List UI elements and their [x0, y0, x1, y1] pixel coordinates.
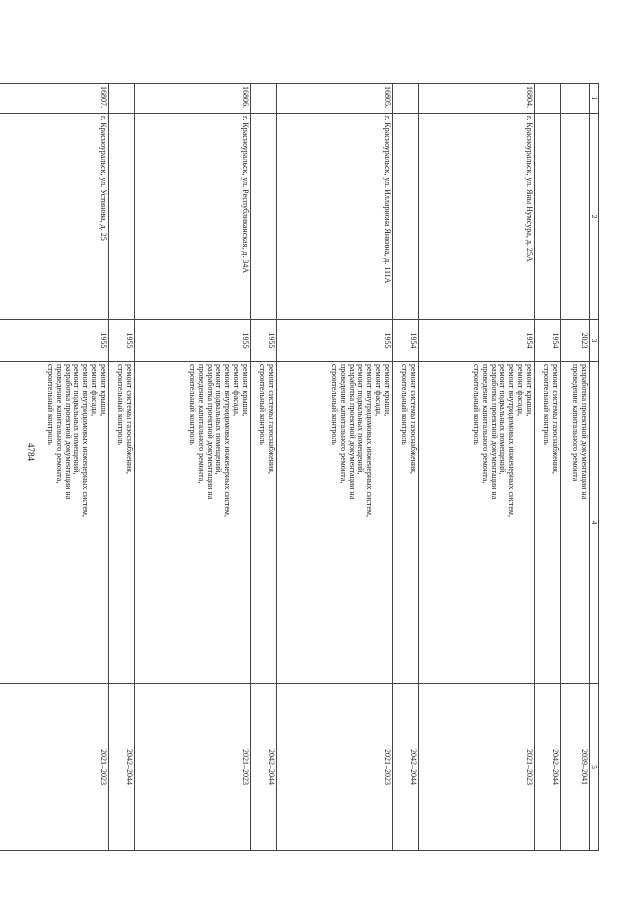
work-item: строительный контроль — [257, 364, 267, 445]
year-cell: 1954 — [534, 320, 560, 362]
work-item: ремонт подвальных помещений, — [498, 364, 508, 475]
period-cell: 2042–2044 — [108, 684, 134, 851]
work-item: ремонт внутридомовых инженерных систем, — [365, 364, 375, 517]
works-cell — [560, 362, 589, 684]
work-item: проведение капитального ремонта, — [196, 364, 206, 484]
period-cell: 2042–2044 — [250, 684, 276, 851]
work-item: ремонт фасада, — [373, 364, 383, 416]
header-cell: 1 — [589, 84, 598, 114]
year-cell: 1955 — [0, 320, 108, 362]
work-item: разработка проектной документации на — [205, 364, 215, 500]
header-cell: 4 — [589, 362, 598, 684]
period-cell: 2039–2041 — [560, 684, 589, 851]
works-cell — [276, 362, 392, 684]
work-item: разработка проектной документации на — [63, 364, 73, 500]
work-item: строительный контроль — [399, 364, 409, 445]
table-header-row — [589, 84, 598, 851]
period-cell: 2042–2044 — [534, 684, 560, 851]
period-cell: 2021–2023 — [276, 684, 392, 851]
row-number-cell: 16806. — [134, 84, 250, 114]
year-cell: 1955 — [134, 320, 250, 362]
row-number-cell — [560, 84, 589, 114]
works-cell — [134, 362, 250, 684]
address-cell: г. Красноуральск, ул. Республиканская, д. 34А — [134, 114, 250, 320]
address-cell — [560, 114, 589, 320]
period-cell: 2042–2044 — [392, 684, 418, 851]
address-cell — [108, 114, 134, 320]
work-item: строительный контроль — [471, 364, 481, 445]
work-item: ремонт крыши, — [240, 364, 250, 417]
work-item: ремонт системы газоснабжения, — [550, 364, 560, 474]
work-item: ремонт крыши, — [382, 364, 392, 417]
table-row — [392, 84, 418, 851]
table-row — [108, 84, 134, 851]
page-number-text: 4784 — [26, 443, 36, 461]
year-cell: 1954 — [418, 320, 534, 362]
works-cell — [0, 362, 108, 684]
work-item: ремонт крыши, — [98, 364, 108, 417]
year-cell: 2023 — [560, 320, 589, 362]
year-cell: 1954 — [392, 320, 418, 362]
works-cell — [108, 362, 134, 684]
address-cell — [250, 114, 276, 320]
year-cell: 1955 — [276, 320, 392, 362]
work-item: ремонт системы газоснабжения, — [408, 364, 418, 474]
work-item: разработка проектной документации на — [579, 364, 589, 500]
address-cell: г. Красноуральск, ул. Яны Нумсура, д. 25А — [418, 114, 534, 320]
work-item: ремонт системы газоснабжения, — [266, 364, 276, 474]
table-row — [276, 84, 392, 851]
work-item: строительный контроль — [329, 364, 339, 445]
row-number-cell: 16805. — [276, 84, 392, 114]
work-item: ремонт подвальных помещений, — [214, 364, 224, 475]
work-item: строительный контроль — [187, 364, 197, 445]
row-number-cell: 16804. — [418, 84, 534, 114]
header-cell: 3 — [589, 320, 598, 362]
work-item: проведение капитального ремонта, — [338, 364, 348, 484]
period-cell: 2021–2023 — [418, 684, 534, 851]
address-cell — [534, 114, 560, 320]
rotated-table-sheet — [45, 83, 599, 850]
address-cell — [392, 114, 418, 320]
works-cell — [534, 362, 560, 684]
address-cell: г. Красноуральск, ул. Илларионa Янкина, д. 111А — [276, 114, 392, 320]
work-item: ремонт фасада, — [515, 364, 525, 416]
year-cell: 1955 — [108, 320, 134, 362]
work-item: ремонт системы газоснабжения, — [124, 364, 134, 474]
work-item: проведение капитального ремонта, — [54, 364, 64, 484]
period-cell: 2021–2023 — [134, 684, 250, 851]
row-number-cell — [392, 84, 418, 114]
work-item: строительный контроль — [115, 364, 125, 445]
work-item: ремонт внутридомовых инженерных систем, — [507, 364, 517, 517]
address-cell: г. Красноуральск, ул. Устинова, д. 25 — [0, 114, 108, 320]
table-row — [250, 84, 276, 851]
table-row — [560, 84, 589, 851]
work-item: проведение капитального ремонта, — [480, 364, 490, 484]
table-rotation-frame — [45, 83, 599, 850]
row-number-cell — [250, 84, 276, 114]
work-item: разработка проектной документации на — [347, 364, 357, 500]
work-item: ремонт подвальных помещений, — [72, 364, 82, 475]
work-item: строительный контроль — [45, 364, 55, 445]
work-item: ремонт внутридомовых инженерных систем, — [223, 364, 233, 517]
table-row — [0, 84, 108, 851]
work-item: ремонт подвальных помещений, — [356, 364, 366, 475]
works-cell — [392, 362, 418, 684]
table-row — [534, 84, 560, 851]
table-row — [418, 84, 534, 851]
work-item: ремонт крыши, — [524, 364, 534, 417]
year-cell: 1955 — [250, 320, 276, 362]
work-item: разработка проектной документации на — [489, 364, 499, 500]
header-cell: 2 — [589, 114, 598, 320]
row-number-cell: 16807. — [0, 84, 108, 114]
work-item: проведение капитального ремонта — [570, 364, 580, 482]
work-item: ремонт фасада, — [231, 364, 241, 416]
work-item: ремонт внутридомовых инженерных систем, — [81, 364, 91, 517]
work-item: ремонт фасада, — [89, 364, 99, 416]
capital-repair-table — [0, 83, 599, 851]
period-cell: 2021–2023 — [0, 684, 108, 851]
header-cell: 5 — [589, 684, 598, 851]
table-row — [134, 84, 250, 851]
works-cell — [418, 362, 534, 684]
row-number-cell — [534, 84, 560, 114]
works-cell — [250, 362, 276, 684]
row-number-cell — [108, 84, 134, 114]
work-item: строительный контроль — [541, 364, 551, 445]
